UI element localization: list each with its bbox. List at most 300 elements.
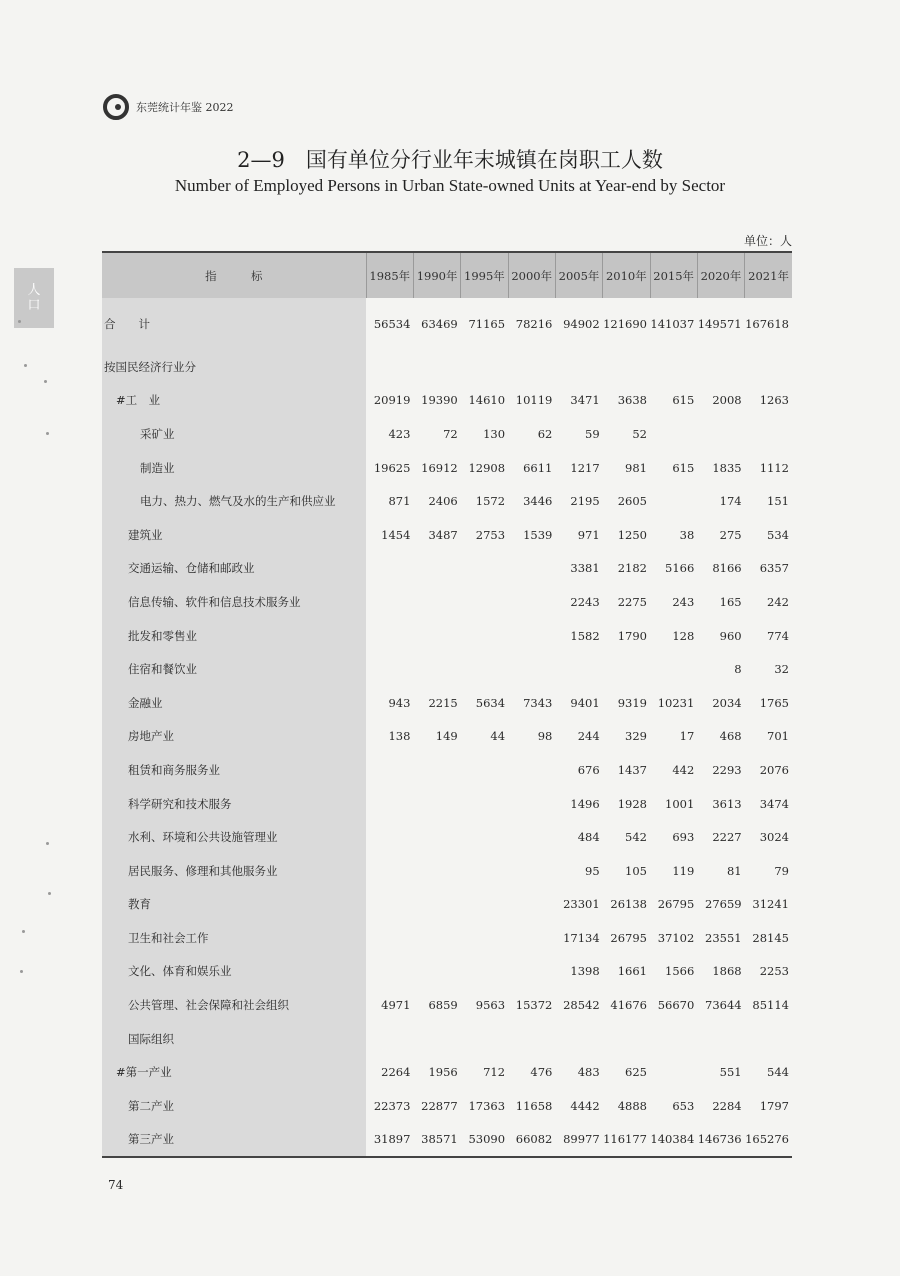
table-cell: 3381 (570, 561, 600, 576)
table-cell: 38571 (421, 1132, 458, 1147)
table-cell: 28542 (563, 998, 600, 1013)
table-cell: 165 (719, 594, 742, 609)
table-cell: 1217 (570, 460, 600, 475)
table-row (102, 619, 792, 653)
table-cell (650, 1022, 697, 1056)
table-cell: 149 (435, 729, 458, 744)
table-cell (508, 350, 555, 384)
table-cell: 22877 (421, 1098, 458, 1113)
table-cell (413, 921, 460, 955)
table-cell: 484 (577, 830, 600, 845)
row-label: #工 业 (102, 384, 366, 418)
table-cell: 52 (632, 426, 647, 441)
scan-speck (46, 842, 49, 845)
table-cell: 59 (585, 426, 600, 441)
table-row (102, 484, 792, 518)
chapter-tab (14, 268, 54, 328)
table-row (102, 1055, 792, 1089)
table-cell: 105 (625, 863, 647, 878)
table-cell (413, 888, 460, 922)
table-cell: 943 (388, 695, 411, 710)
table-row (102, 350, 792, 384)
row-label: 信息传输、软件和信息技术服务业 (102, 585, 366, 619)
table-cell: 119 (672, 863, 695, 878)
year-column-header: 2010年 (603, 252, 650, 298)
row-label: 按国民经济行业分 (102, 350, 366, 384)
row-label: 交通运输、仓储和邮政业 (102, 552, 366, 586)
table-cell: 871 (388, 494, 411, 509)
table-cell: 27659 (705, 897, 742, 912)
table-header-row (102, 252, 792, 298)
table-cell: 73644 (705, 998, 742, 1013)
scan-speck (20, 970, 23, 973)
table-cell: 1112 (759, 460, 789, 475)
table-cell (697, 350, 744, 384)
table-cell (745, 350, 792, 384)
table-cell: 141037 (650, 317, 695, 331)
row-label: 金融业 (102, 686, 366, 720)
table-cell: 9319 (617, 695, 647, 710)
row-label: 建筑业 (102, 518, 366, 552)
table-cell: 1454 (381, 527, 411, 542)
year-column-header: 1995年 (461, 252, 508, 298)
table-row (102, 820, 792, 854)
row-label: 采矿业 (102, 417, 366, 451)
scan-speck (22, 930, 25, 933)
table-cell: 476 (530, 1065, 553, 1080)
table-cell: 19625 (373, 460, 411, 475)
table-cell: 26138 (610, 897, 647, 912)
table-cell: 244 (577, 729, 600, 744)
table-cell (413, 652, 460, 686)
row-label: 教育 (102, 888, 366, 922)
table-cell (745, 417, 792, 451)
table-cell: 5166 (665, 561, 695, 576)
table-cell: 3638 (617, 393, 647, 408)
year-column-header: 2005年 (555, 252, 602, 298)
table-row (102, 451, 792, 485)
table-cell: 165276 (745, 1132, 789, 1147)
table-cell: 625 (625, 1065, 647, 1080)
table-cell: 2753 (475, 527, 506, 542)
row-label: 租赁和商务服务业 (102, 753, 366, 787)
table-cell: 423 (388, 426, 411, 441)
table-cell: 1437 (617, 762, 647, 777)
table-cell: 167618 (745, 317, 789, 331)
row-label: 电力、热力、燃气及水的生产和供应业 (102, 484, 366, 518)
table-cell: 2215 (428, 695, 458, 710)
page-header (102, 92, 234, 122)
table-cell: 72 (443, 426, 458, 441)
table-cell: 63469 (421, 317, 458, 331)
table-cell (697, 1022, 744, 1056)
table-cell: 31241 (752, 897, 789, 912)
table-cell: 1868 (712, 964, 742, 979)
table-cell: 8166 (712, 561, 742, 576)
row-label: #第一产业 (102, 1055, 366, 1089)
year-column-header: 2015年 (650, 252, 697, 298)
table-cell: 3487 (428, 527, 458, 542)
table-cell: 44 (490, 729, 506, 744)
table-cell (650, 417, 697, 451)
table-cell: 2253 (759, 964, 789, 979)
data-table-wrapper (102, 251, 792, 1158)
table-cell (555, 652, 602, 686)
table-row (102, 720, 792, 754)
table-cell (366, 552, 413, 586)
table-row (102, 787, 792, 821)
table-cell (413, 820, 460, 854)
table-row (102, 1123, 792, 1158)
table-cell: 4888 (617, 1098, 647, 1113)
table-cell: 2243 (570, 594, 600, 609)
table-cell (366, 820, 413, 854)
table-cell: 1765 (759, 695, 789, 710)
table-cell: 26795 (610, 930, 647, 945)
table-cell: 1398 (570, 964, 600, 979)
table-row (102, 298, 792, 350)
index-column-header: 指 标 (102, 252, 366, 298)
table-cell: 468 (719, 729, 742, 744)
table-cell: 2227 (712, 830, 742, 845)
table-cell: 712 (483, 1065, 506, 1080)
table-row (102, 854, 792, 888)
table-cell: 4971 (381, 998, 411, 1013)
table-row (102, 585, 792, 619)
table-cell (650, 652, 697, 686)
row-label: 房地产业 (102, 720, 366, 754)
table-cell: 95 (585, 863, 600, 878)
table-cell: 3613 (712, 796, 742, 811)
table-cell: 11658 (515, 1098, 553, 1113)
table-cell (461, 619, 508, 653)
table-cell: 151 (767, 494, 789, 509)
scan-speck (46, 432, 49, 435)
table-cell: 442 (672, 762, 695, 777)
row-label: 公共管理、社会保障和社会组织 (102, 988, 366, 1022)
table-cell: 66082 (515, 1132, 553, 1147)
table-cell (508, 753, 555, 787)
table-cell (461, 585, 508, 619)
table-cell: 1835 (712, 460, 742, 475)
table-cell: 2605 (617, 494, 647, 509)
table-cell (413, 787, 460, 821)
table-cell: 3024 (759, 830, 789, 845)
scan-speck (44, 380, 47, 383)
table-cell: 615 (672, 393, 695, 408)
table-cell (555, 1022, 602, 1056)
table-cell: 17 (679, 729, 695, 744)
table-row (102, 921, 792, 955)
table-cell: 138 (388, 729, 411, 744)
table-title-cn: 2—9 国有单位分行业年末城镇在岗职工人数 (237, 148, 663, 172)
row-label: 第二产业 (102, 1089, 366, 1123)
table-cell: 174 (719, 494, 742, 509)
table-cell: 146736 (697, 1132, 742, 1147)
table-cell (366, 787, 413, 821)
table-cell: 79 (774, 863, 789, 878)
table-cell: 85114 (752, 998, 789, 1013)
table-cell: 6611 (523, 460, 553, 475)
table-cell (508, 552, 555, 586)
table-cell: 20919 (373, 393, 411, 408)
table-cell: 2076 (759, 762, 789, 777)
table-cell (508, 955, 555, 989)
table-cell (508, 820, 555, 854)
table-cell (366, 652, 413, 686)
table-cell: 128 (672, 628, 695, 643)
table-cell (745, 1022, 792, 1056)
table-row (102, 753, 792, 787)
table-row (102, 552, 792, 586)
table-row (102, 384, 792, 418)
table-cell: 149571 (697, 317, 742, 331)
year-column-header: 1985年 (366, 252, 413, 298)
table-cell: 81 (726, 863, 742, 878)
table-cell (366, 921, 413, 955)
table-cell: 78216 (515, 317, 553, 331)
table-cell: 1572 (475, 494, 506, 509)
table-cell: 2034 (712, 695, 742, 710)
table-title-en: Number of Employed Persons in Urban State-owned Units at Year-end by Sector (174, 176, 726, 195)
table-cell: 1263 (759, 393, 789, 408)
table-cell: 56534 (373, 317, 411, 331)
table-cell: 130 (483, 426, 506, 441)
table-cell: 38 (679, 527, 695, 542)
unit-label: 单位：人 (743, 234, 792, 248)
table-cell (508, 787, 555, 821)
table-cell (508, 585, 555, 619)
table-cell: 774 (767, 628, 789, 643)
table-cell: 17134 (563, 930, 600, 945)
table-cell (508, 888, 555, 922)
table-cell (508, 1022, 555, 1056)
chapter-tab-char: 人 (27, 283, 41, 298)
table-cell: 1250 (617, 527, 647, 542)
table-cell (413, 955, 460, 989)
table-cell: 1928 (617, 796, 647, 811)
table-cell: 56670 (657, 998, 695, 1013)
employment-table (102, 251, 792, 1158)
table-cell (508, 652, 555, 686)
table-cell (697, 417, 744, 451)
table-cell: 542 (625, 830, 647, 845)
table-cell: 243 (672, 594, 695, 609)
table-cell (461, 787, 508, 821)
table-cell (603, 350, 650, 384)
table-cell: 1956 (428, 1065, 458, 1080)
table-cell (413, 854, 460, 888)
table-cell: 28145 (752, 930, 789, 945)
table-cell (650, 1055, 697, 1089)
table-cell: 4442 (570, 1098, 600, 1113)
table-cell: 701 (767, 729, 789, 744)
table-cell: 3474 (759, 796, 789, 811)
table-cell (461, 921, 508, 955)
table-cell (508, 921, 555, 955)
row-label: 文化、体育和娱乐业 (102, 955, 366, 989)
table-cell: 9401 (570, 695, 600, 710)
table-cell (366, 585, 413, 619)
table-cell (413, 1022, 460, 1056)
scan-speck (24, 364, 27, 367)
table-cell: 14610 (468, 393, 506, 408)
table-cell: 676 (577, 762, 600, 777)
row-label: 合 计 (102, 298, 366, 350)
table-cell: 242 (767, 594, 789, 609)
row-label: 科学研究和技术服务 (102, 787, 366, 821)
table-cell: 960 (719, 628, 742, 643)
table-cell (508, 854, 555, 888)
table-row (102, 955, 792, 989)
table-cell: 1566 (665, 964, 695, 979)
table-cell: 121690 (603, 317, 647, 331)
row-label: 批发和零售业 (102, 619, 366, 653)
table-cell (413, 753, 460, 787)
table-cell (461, 955, 508, 989)
table-cell: 140384 (650, 1132, 695, 1147)
table-cell: 7343 (523, 695, 553, 710)
table-cell (461, 652, 508, 686)
table-cell: 10231 (657, 695, 695, 710)
table-cell (603, 652, 650, 686)
table-cell: 2406 (428, 494, 458, 509)
table-cell: 17363 (468, 1098, 506, 1113)
table-row (102, 1089, 792, 1123)
table-row (102, 988, 792, 1022)
table-cell (366, 955, 413, 989)
chapter-tab-char: 口 (27, 298, 41, 313)
table-cell (461, 854, 508, 888)
yearbook-title: 东莞统计年鉴 2022 (136, 101, 234, 114)
row-label: 居民服务、修理和其他服务业 (102, 854, 366, 888)
year-column-header: 1990年 (413, 252, 460, 298)
table-cell: 116177 (603, 1132, 647, 1147)
table-cell (366, 753, 413, 787)
table-cell: 94902 (563, 317, 600, 331)
table-cell (461, 552, 508, 586)
table-row (102, 888, 792, 922)
table-cell (650, 350, 697, 384)
table-cell (366, 350, 413, 384)
table-cell: 3471 (570, 393, 600, 408)
table-cell: 8 (734, 662, 742, 677)
table-cell (461, 888, 508, 922)
table-cell: 23301 (563, 897, 600, 912)
table-cell (366, 619, 413, 653)
statistics-logo-icon (102, 93, 130, 121)
table-cell: 6859 (428, 998, 458, 1013)
table-cell: 2195 (570, 494, 600, 509)
table-cell: 3446 (523, 494, 553, 509)
table-cell: 981 (625, 460, 647, 475)
table-cell: 2182 (617, 561, 647, 576)
table-cell (366, 1022, 413, 1056)
table-cell (461, 753, 508, 787)
table-cell: 534 (767, 527, 789, 542)
table-cell: 5634 (475, 695, 506, 710)
table-cell: 31897 (373, 1132, 411, 1147)
table-cell: 544 (767, 1065, 789, 1080)
table-cell: 37102 (657, 930, 695, 945)
table-cell: 23551 (705, 930, 742, 945)
table-cell (413, 350, 460, 384)
table-cell: 10119 (515, 393, 553, 408)
table-cell: 98 (537, 729, 553, 744)
scan-speck (48, 892, 51, 895)
table-cell: 2293 (712, 762, 742, 777)
table-cell (461, 350, 508, 384)
table-cell (413, 552, 460, 586)
table-cell: 2008 (712, 393, 742, 408)
row-label: 第三产业 (102, 1123, 366, 1158)
table-cell: 971 (577, 527, 600, 542)
year-column-header: 2021年 (745, 252, 792, 298)
table-cell: 483 (577, 1065, 600, 1080)
table-cell (650, 484, 697, 518)
table-cell: 53090 (468, 1132, 506, 1147)
table-cell: 22373 (373, 1098, 411, 1113)
table-cell: 2284 (712, 1098, 742, 1113)
table-cell: 329 (625, 729, 647, 744)
table-cell: 1001 (665, 796, 695, 811)
year-column-header: 2000年 (508, 252, 555, 298)
table-cell: 62 (537, 426, 553, 441)
table-cell: 1539 (523, 527, 553, 542)
page-number: 74 (108, 1178, 124, 1192)
row-label: 水利、环境和公共设施管理业 (102, 820, 366, 854)
table-row (102, 518, 792, 552)
table-row (102, 686, 792, 720)
table-cell: 32 (774, 662, 789, 677)
row-label: 住宿和餐饮业 (102, 652, 366, 686)
row-label: 卫生和社会工作 (102, 921, 366, 955)
table-cell: 71165 (468, 317, 506, 331)
table-cell: 615 (672, 460, 695, 475)
table-cell: 89977 (563, 1132, 600, 1147)
table-row (102, 417, 792, 451)
table-cell: 1496 (570, 796, 600, 811)
table-body (102, 298, 792, 1157)
row-label: 国际组织 (102, 1022, 366, 1056)
table-cell: 19390 (421, 393, 458, 408)
table-cell: 15372 (515, 998, 553, 1013)
year-column-header: 2020年 (697, 252, 744, 298)
table-cell (366, 854, 413, 888)
table-cell (461, 1022, 508, 1056)
table-cell (366, 888, 413, 922)
table-cell: 2275 (617, 594, 647, 609)
table-cell: 9563 (475, 998, 506, 1013)
table-cell: 26795 (657, 897, 695, 912)
table-cell (413, 585, 460, 619)
table-cell (508, 619, 555, 653)
table-cell: 1797 (759, 1098, 789, 1113)
table-cell: 275 (719, 527, 742, 542)
table-cell: 693 (672, 830, 695, 845)
table-cell (461, 820, 508, 854)
table-cell: 2264 (381, 1065, 411, 1080)
table-cell (555, 350, 602, 384)
table-cell (603, 1022, 650, 1056)
table-cell (413, 619, 460, 653)
scan-speck (18, 320, 21, 323)
table-cell: 551 (719, 1065, 742, 1080)
table-row (102, 652, 792, 686)
table-cell: 41676 (610, 998, 647, 1013)
table-cell: 1661 (617, 964, 647, 979)
row-label: 制造业 (102, 451, 366, 485)
